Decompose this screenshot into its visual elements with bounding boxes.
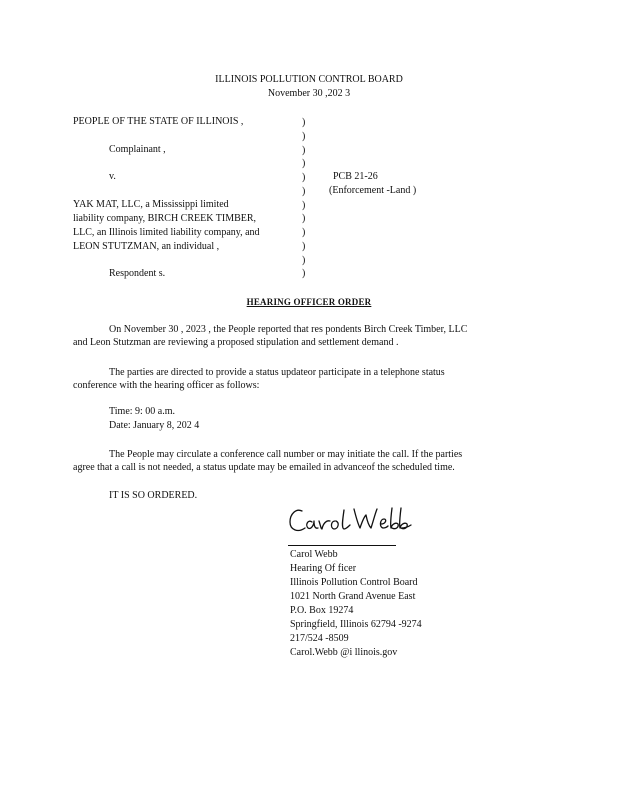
signer-organization: Illinois Pollution Control Board [290, 577, 418, 588]
order-title [0, 296, 618, 309]
paren: ) [302, 185, 306, 197]
paragraph-line: agree that a call is not needed, a status update may be emailed in advanceof the scheduled time. [73, 462, 455, 473]
paren: ) [302, 227, 306, 238]
defendant-line: YAK MAT, LLC, a Mississippi limited [73, 199, 229, 210]
caption-paren-column [302, 116, 305, 281]
signature-block [290, 548, 422, 660]
hearing-time: Time: 9: 00 a.m. [109, 406, 176, 417]
paragraph-status-report [73, 323, 533, 349]
hearing-date: Date: January 8, 202 4 [109, 420, 200, 431]
caption-respondents: Respondent s. [109, 268, 166, 279]
paren: ) [302, 268, 306, 280]
paragraph-line: The People may circulate a conference call number or may initiate the call. If the parties [109, 449, 463, 460]
paragraph-directive [73, 366, 533, 392]
caption-versus: v. [109, 171, 116, 182]
caption-defendants [73, 199, 297, 255]
paragraph-conference-call [73, 448, 543, 474]
paren: ) [302, 172, 306, 183]
signer-email: Carol.Webb @i llinois.gov [290, 647, 398, 658]
paragraph-line: The parties are directed to provide a status updateor participate in a telephone status [109, 367, 445, 378]
paren: ) [302, 130, 306, 142]
paren: ) [302, 158, 306, 170]
caption-plaintiff: PEOPLE OF THE STATE OF ILLINOIS , [73, 116, 244, 127]
signer-street: 1021 North Grand Avenue East [290, 591, 416, 602]
defendant-line: liability company, BIRCH CREEK TIMBER, [73, 213, 257, 224]
signature-line [288, 545, 396, 546]
closing-ordered: IT IS SO ORDERED. [109, 490, 198, 501]
caption-complainant: Complainant , [109, 144, 166, 155]
handwritten-signature [288, 500, 413, 542]
defendant-line: LEON STUTZMAN, an individual , [73, 241, 220, 252]
paren: ) [302, 117, 306, 128]
case-number: PCB 21-26 [333, 171, 378, 182]
paren: ) [302, 199, 306, 211]
paren: ) [302, 144, 306, 156]
defendant-line: LLC, an Illinois limited liability company, and [73, 227, 260, 238]
paragraph-line: and Leon Stutzman are reviewing a proposed stipulation and settlement demand . [73, 337, 399, 348]
signer-po-box: P.O. Box 19274 [290, 605, 354, 616]
case-type: (Enforcement -Land ) [329, 185, 417, 196]
order-date: November 30 ,202 3 [267, 88, 351, 99]
paren: ) [302, 254, 306, 266]
signer-city: Springfield, Illinois 62794 -9274 [290, 619, 422, 630]
board-heading: ILLINOIS POLLUTION CONTROL BOARD [215, 74, 403, 85]
paragraph-line: conference with the hearing officer as follows: [73, 380, 260, 391]
paren: ) [302, 240, 306, 252]
paren: ) [302, 213, 306, 225]
order-title-text: HEARING OFFICER ORDER [246, 297, 372, 307]
signer-name: Carol Webb [290, 549, 338, 560]
paragraph-line: On November 30 , 2023 , the People reported that res pondents Birch Creek Timber, LLC [109, 324, 468, 335]
signer-title: Hearing Of ficer [290, 563, 357, 574]
signer-phone: 217/524 -8509 [290, 633, 349, 644]
